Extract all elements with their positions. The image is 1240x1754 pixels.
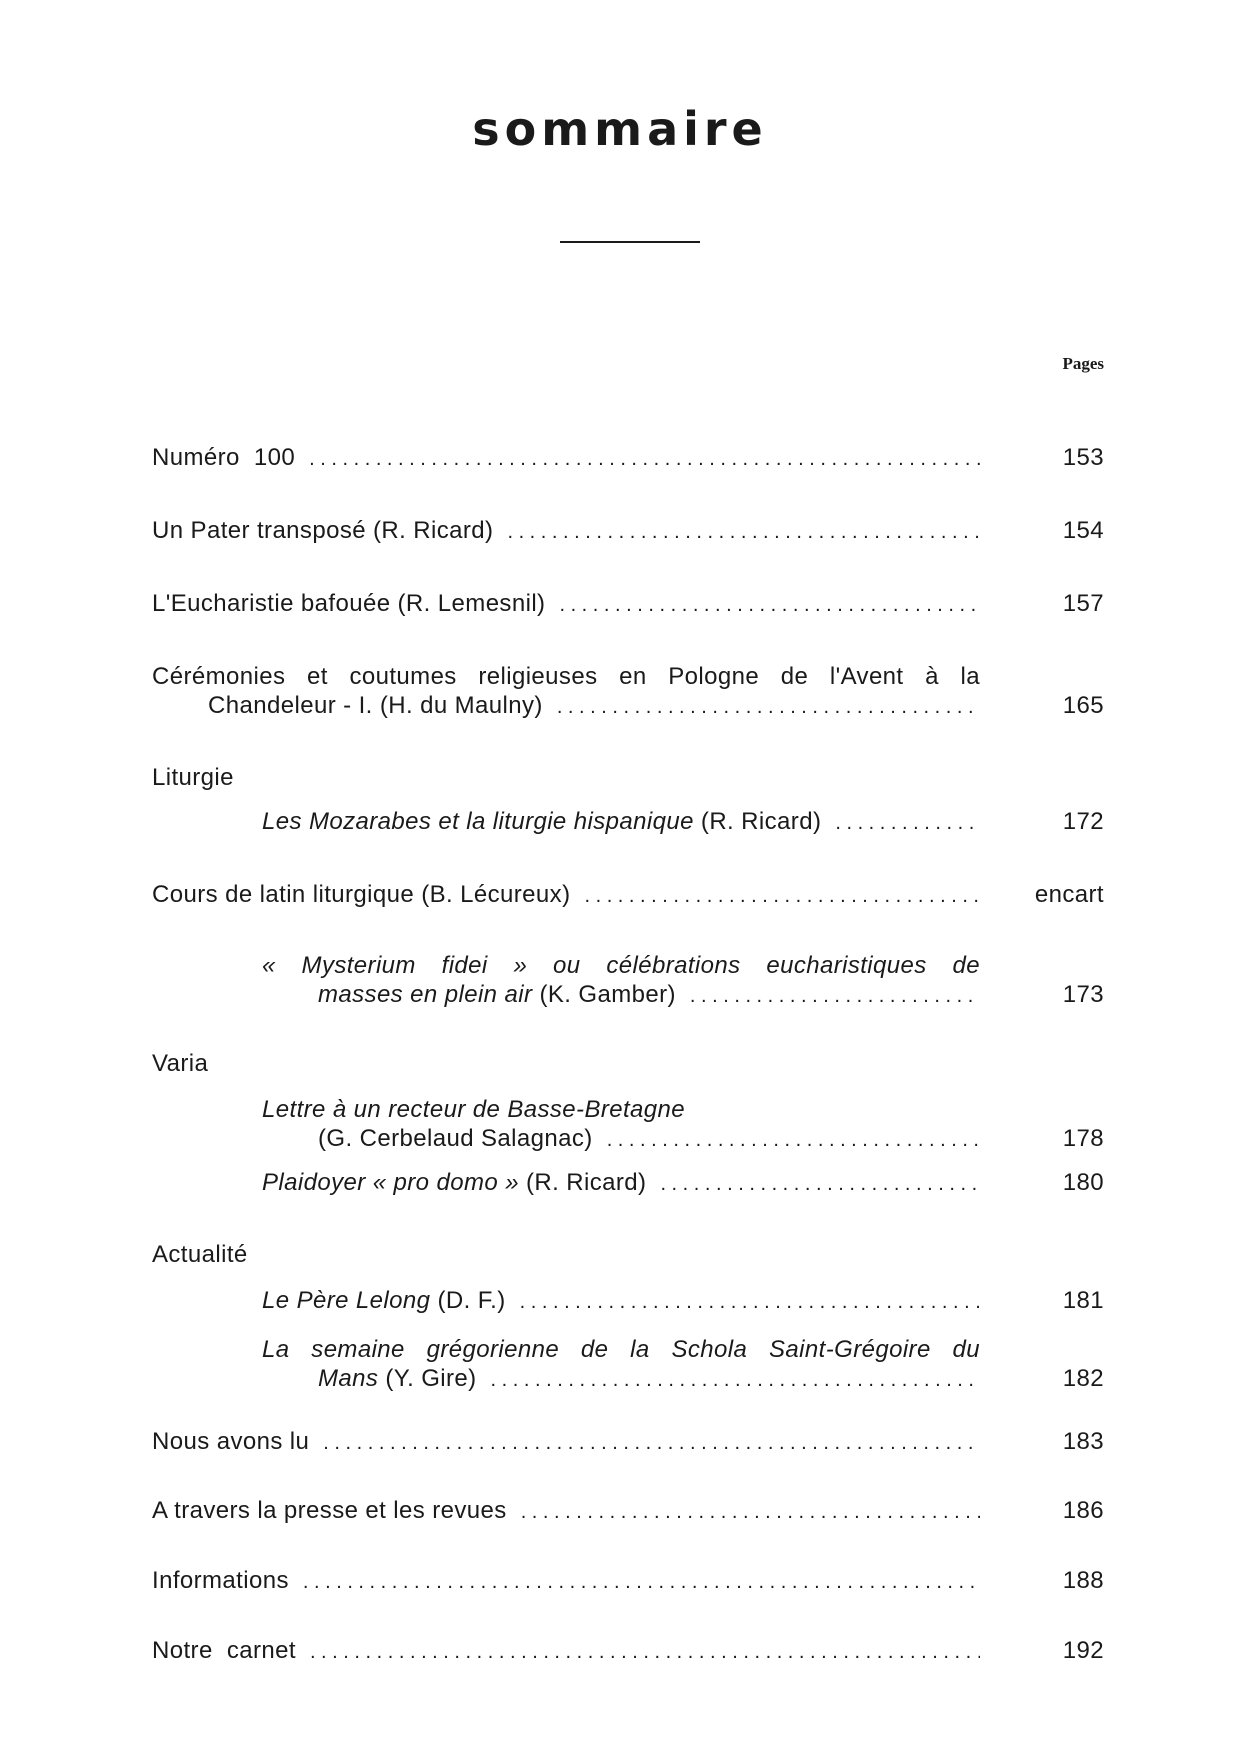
entry-author: (R. Ricard) [693, 808, 822, 835]
dot-leader [491, 1366, 980, 1395]
entry-author: (D. F.) [430, 1287, 506, 1314]
dot-leader [303, 1568, 980, 1597]
entry-title: Les Mozarabes et la liturgie hispanique [262, 808, 694, 835]
toc-entry-cours[interactable] [0, 880, 1240, 909]
toc-entry-lelong[interactable] [0, 1286, 1240, 1315]
entry-author: (R. Ricard) [518, 1169, 647, 1196]
toc-entry-informations[interactable] [0, 1566, 1240, 1595]
entry-page: 165 [1062, 692, 1104, 719]
entry-page: 173 [1062, 981, 1104, 1008]
title-rule [560, 241, 700, 243]
entry-page: 182 [1062, 1365, 1104, 1392]
toc-entry-carnet[interactable] [0, 1636, 1240, 1665]
entry-title: Plaidoyer « pro domo » [262, 1169, 519, 1196]
entry-label-line2 [318, 980, 676, 1009]
entry-label [262, 1168, 646, 1197]
dot-leader [690, 982, 980, 1011]
toc-entry-presse[interactable] [0, 1496, 1240, 1525]
dot-leader [607, 1126, 980, 1155]
entry-page: 157 [1062, 590, 1104, 617]
entry-label: Cours de latin liturgique (B. Lécureux) [152, 881, 571, 908]
dot-leader [507, 518, 980, 547]
dot-leader [521, 1498, 980, 1527]
section-heading-actualite: Actualité [152, 1241, 248, 1268]
entry-page: 178 [1062, 1125, 1104, 1152]
entry-title: Mans [318, 1365, 379, 1392]
toc-entry-eucharistie[interactable] [0, 589, 1240, 618]
entry-label-line1: La semaine grégorienne de la Schola Saint-Grégoire du [262, 1336, 980, 1363]
dot-leader [310, 1638, 980, 1667]
entry-page: 186 [1062, 1497, 1104, 1524]
entry-title: Le Père Lelong [262, 1287, 431, 1314]
toc-entry-numero[interactable] [0, 443, 1240, 472]
entry-label: Nous avons lu [152, 1428, 310, 1455]
entry-title: masses en plein air [318, 981, 533, 1008]
pages-column-header: Pages [1062, 354, 1104, 373]
entry-label: A travers la presse et les revues [152, 1497, 507, 1524]
entry-label: Informations [152, 1567, 289, 1594]
entry-label-line2: Chandeleur - I. (H. du Maulny) [208, 692, 543, 719]
toc-entry-lettre[interactable] [0, 1095, 1240, 1153]
toc-entry-mozarabes[interactable] [0, 807, 1240, 836]
page-title: sommaire [472, 102, 768, 156]
entry-page: 172 [1062, 808, 1104, 835]
entry-page: 192 [1062, 1637, 1104, 1664]
entry-label: Un Pater transposé (R. Ricard) [152, 517, 494, 544]
dot-leader [660, 1170, 980, 1199]
dot-leader [557, 693, 980, 722]
section-heading-liturgie: Liturgie [152, 764, 234, 791]
dot-leader [520, 1288, 980, 1317]
entry-label-line1: Lettre à un recteur de Basse-Bretagne [262, 1096, 686, 1123]
dot-leader [584, 882, 980, 911]
toc-entry-plaidoyer[interactable] [0, 1168, 1240, 1197]
toc-entry-mysterium[interactable] [0, 951, 1240, 1009]
toc-entry-semaine[interactable] [0, 1335, 1240, 1393]
entry-page: 181 [1062, 1287, 1104, 1314]
dot-leader [835, 809, 980, 838]
entry-label-line1: « Mysterium fidei » ou célébrations eucharistiques de [262, 952, 980, 979]
entry-label-line2 [318, 1364, 477, 1393]
entry-page: 154 [1062, 517, 1104, 544]
entry-page: encart [1034, 881, 1104, 908]
dot-leader [559, 591, 980, 620]
toc-entry-nous-avons-lu[interactable] [0, 1427, 1240, 1456]
entry-label-line2: (G. Cerbelaud Salagnac) [318, 1125, 593, 1152]
toc-entry-pater[interactable] [0, 516, 1240, 545]
dot-leader [323, 1429, 980, 1458]
entry-label [262, 1286, 506, 1315]
dot-leader [309, 445, 980, 474]
entry-page: 188 [1062, 1567, 1104, 1594]
entry-label: Notre carnet [152, 1637, 296, 1664]
entry-label [262, 807, 821, 836]
entry-page: 183 [1062, 1428, 1104, 1455]
entry-label-line1: Cérémonies et coutumes religieuses en Pologne de l'Avent à la [152, 663, 980, 690]
entry-page: 180 [1062, 1169, 1104, 1196]
entry-label: L'Eucharistie bafouée (R. Lemesnil) [152, 590, 546, 617]
entry-author: (K. Gamber) [532, 981, 676, 1008]
section-heading-varia: Varia [152, 1050, 209, 1077]
entry-label: Numéro 100 [152, 444, 296, 471]
entry-page: 153 [1062, 444, 1104, 471]
entry-author: (Y. Gire) [378, 1365, 477, 1392]
toc-entry-ceremonies[interactable] [0, 662, 1240, 720]
